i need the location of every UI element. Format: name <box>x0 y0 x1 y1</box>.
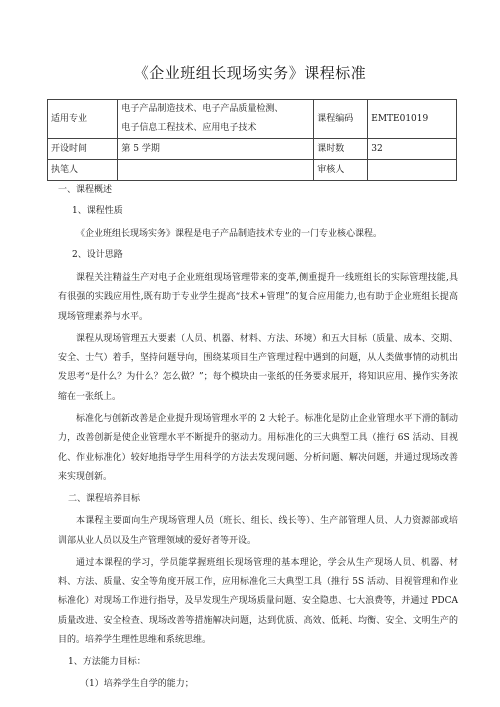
applicable-major-line-2: 电子信息工程技术、应用电子技术 <box>121 123 257 133</box>
subheading-design-ideas: 2、设计思路 <box>72 250 123 260</box>
applicable-major-line-1: 电子产品制造技术、电子产品质量检测、 <box>121 104 284 114</box>
applicable-major-value <box>118 100 314 139</box>
paragraph-design-2: 课程从现场管理五大要素（人员、机器、材料、方法、环境）和五大目标（质量、成本、交期、安全、士气）着手，坚持问题导向，围绕某项目生产管理过程中遇到的问题，从人类做事情的动机出发思考“是什么？为什么？怎么做？”；每个模块由一张纸的任务要求展开，将知识应用、操作实务浓缩在一张纸上。 <box>58 333 458 402</box>
course-code-label: 课程编码 <box>314 100 368 139</box>
paragraph-design-3: 标准化与创新改善是企业提升现场管理水平的 2 大轮子。标准化是防止企业管理水平下滑的制动力，改善创新是使企业管理水平不断提升的驱动力。用标准化的三大典型工具（推行 6S 活动、目视化、作业标准化）较好地指导学生用科学的方法去发现问题、分析问题、解决问题，并通过现场改善来实现创新。 <box>58 414 458 482</box>
paragraph-design-1: 课程关注精益生产对电子企业班组现场管理带来的变革,侧重提升一线班组长的实际管理技能,具有很强的实践应用性,既有助于专业学生提高“技术+管理”的复合应用能力,也有助于企业班组长提高现场管理素养与水平。 <box>58 273 458 322</box>
document-title: 《企业班组长现场实务》课程标准 <box>133 64 367 82</box>
semester-label: 开设时间 <box>48 139 118 160</box>
paragraph-goals-1: 本课程主要面向生产现场管理人员（班长、组长、线长等）、生产部管理人员、人力资源部或培训部从业人员以及生产管理领域的爱好者等开设。 <box>58 516 458 546</box>
subheading-course-nature: 1、课程性质 <box>72 206 123 216</box>
reviewer-label: 审核人 <box>314 160 368 181</box>
paragraph-course-nature: 《企业班组长现场实务》课程是电子产品制造技术专业的一门专业核心课程。 <box>76 229 383 239</box>
section-heading-overview: 一、课程概述 <box>58 185 113 195</box>
author-value <box>118 160 314 181</box>
paragraph-goals-2: 通过本课程的学习，学员能掌握班组长现场管理的基本理论，学会从生产现场人员、机器、材料、方法、质量、安全等角度开展工作，应用标准化三大典型工具（推行 5S 活动、目视管理和作业标准化）对现场工作进行指导，及早发现生产现场质量问题、安全隐患、七大浪费等，并通过 PDCA 质量改进、安全检查、现场改善等措施解决问题，达到优质、高效、低耗、均衡、安全、文明生产的目的。培养学生理性思维和系统思维。 <box>58 557 458 646</box>
table-row <box>48 160 457 181</box>
hours-label: 课时数 <box>314 139 368 160</box>
semester-value: 第 5 学期 <box>118 139 314 160</box>
course-info-table <box>47 99 457 181</box>
table-row <box>48 139 457 160</box>
course-code-value: EMTE01019 <box>368 100 457 139</box>
author-label: 执笔人 <box>48 160 118 181</box>
hours-value: 32 <box>368 139 457 160</box>
table-row <box>48 100 457 139</box>
applicable-major-label: 适用专业 <box>48 100 118 139</box>
section-heading-goals: 二、课程培养目标 <box>68 494 141 505</box>
document-body <box>58 183 458 697</box>
list-item-self-study: （1）培养学生自学的能力； <box>80 679 194 690</box>
reviewer-value <box>368 160 457 181</box>
subheading-method-ability: 1、方法能力目标： <box>68 657 146 668</box>
